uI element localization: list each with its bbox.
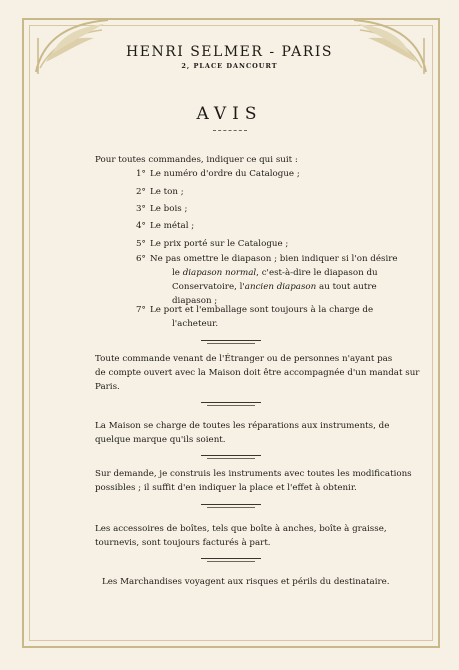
- title-underline: [213, 130, 247, 131]
- list-item-line: le diapason normal, c'est-à-dire le diapason du: [172, 268, 378, 278]
- paragraph-line: Sur demande, je construis les instruments avec toutes les modifications: [95, 469, 412, 479]
- list-item-line: l'acheteur.: [172, 319, 219, 329]
- item-number: 4°: [136, 221, 146, 231]
- paragraph-line: Paris.: [95, 382, 120, 392]
- item-number: 5°: [136, 239, 146, 249]
- paragraph-line: La Maison se charge de toutes les réparations aux instruments, de: [95, 421, 390, 431]
- intro-text: Pour toutes commandes, indiquer ce qui suit :: [95, 155, 298, 165]
- paragraph-line: quelque marque qu'ils soient.: [95, 435, 226, 445]
- list-item: Le ton ;: [150, 187, 184, 197]
- list-item-line: Conservatoire, l'ancien diapason au tout autre: [172, 282, 377, 292]
- italic-term: diapason normal: [182, 268, 257, 278]
- paragraph-line: Les Marchandises voyagent aux risques et périls du destinataire.: [102, 577, 390, 587]
- item-number: 2°: [136, 187, 146, 197]
- paragraph-line: possibles ; il suffit d'en indiquer la place et l'effet à obtenir.: [95, 483, 357, 493]
- section-separator: [201, 455, 261, 456]
- italic-term: ancien diapason: [244, 282, 317, 292]
- item-number: 6°: [136, 254, 146, 264]
- list-item-line: Ne pas omettre le diapason ; bien indiquer si l'on désire: [150, 254, 398, 264]
- section-separator: [201, 504, 261, 505]
- paragraph-line: tournevis, sont toujours facturés à part.: [95, 538, 271, 548]
- list-item: Le prix porté sur le Catalogue ;: [150, 239, 289, 249]
- section-separator: [201, 402, 261, 403]
- list-item-line: Le port et l'emballage sont toujours à la charge de: [150, 305, 374, 315]
- section-separator: [201, 558, 261, 559]
- section-separator: [201, 340, 261, 341]
- list-item: Le bois ;: [150, 204, 188, 214]
- item-number: 1°: [136, 169, 146, 179]
- item-number: 7°: [136, 305, 146, 315]
- brand-name: HENRI SELMER - PARIS: [126, 44, 333, 60]
- paragraph-line: de compte ouvert avec la Maison doit être accompagnée d'un mandat sur: [95, 368, 420, 378]
- list-item: Le numéro d'ordre du Catalogue ;: [150, 169, 300, 179]
- list-item-line: diapason ;: [172, 296, 218, 306]
- item-number: 3°: [136, 204, 146, 214]
- paragraph-line: Toute commande venant de l'Étranger ou de personnes n'ayant pas: [95, 354, 393, 364]
- list-item: Le métal ;: [150, 221, 195, 231]
- page-title: AVIS: [196, 104, 263, 124]
- paragraph-line: Les accessoires de boîtes, tels que boîte à anches, boîte à graisse,: [95, 524, 387, 534]
- brand-address: 2, PLACE DANCOURT: [181, 62, 278, 70]
